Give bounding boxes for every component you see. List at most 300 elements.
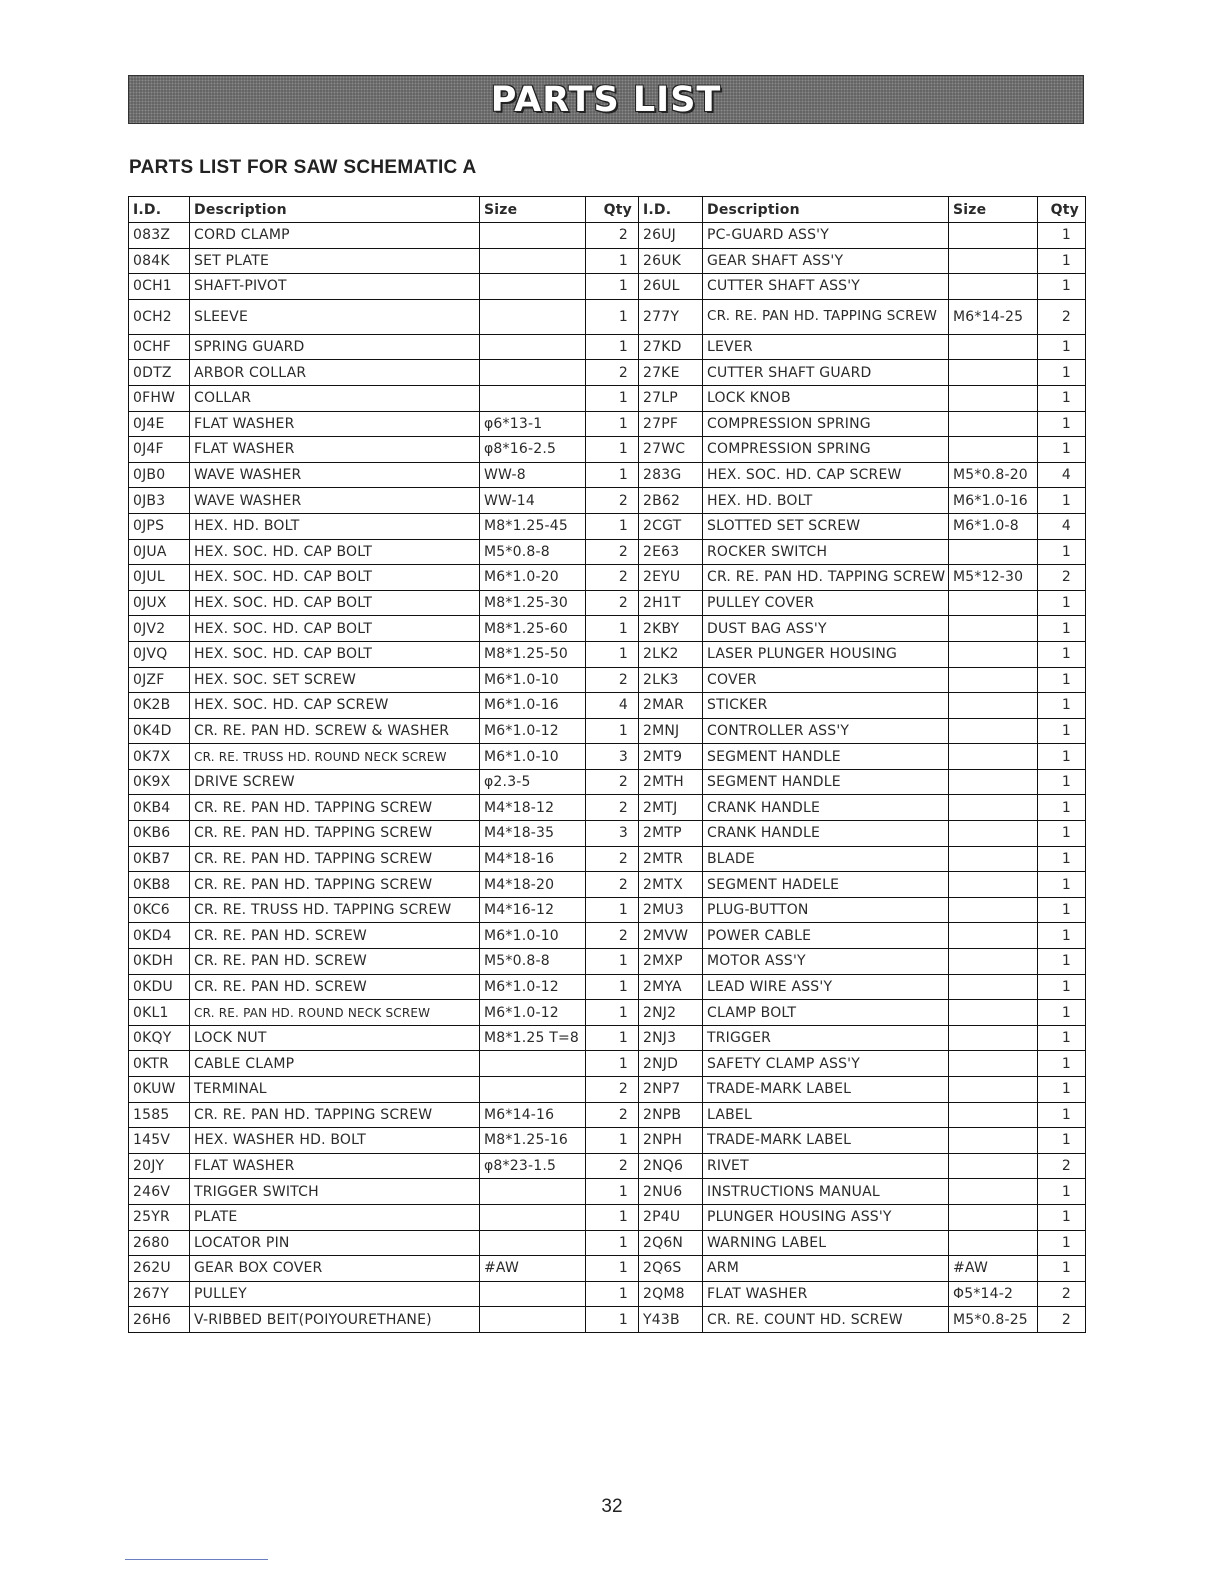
part-size bbox=[949, 1153, 1038, 1179]
part-qty: 1 bbox=[1038, 334, 1086, 360]
part-id: 0KB7 bbox=[129, 846, 190, 872]
part-qty: 1 bbox=[586, 1000, 639, 1026]
part-qty: 1 bbox=[1038, 821, 1086, 847]
table-row bbox=[129, 974, 1086, 1000]
part-size bbox=[480, 248, 586, 274]
part-qty: 1 bbox=[586, 513, 639, 539]
part-size bbox=[480, 334, 586, 360]
part-id: 2MTH bbox=[639, 769, 703, 795]
part-size bbox=[949, 667, 1038, 693]
part-id: 2Q6S bbox=[639, 1256, 703, 1282]
part-id: 267Y bbox=[129, 1281, 190, 1307]
part-qty: 4 bbox=[1038, 462, 1086, 488]
part-description: SLEEVE bbox=[190, 299, 480, 334]
part-id: 2MXP bbox=[639, 949, 703, 975]
section-heading: PARTS LIST FOR SAW SCHEMATIC A bbox=[129, 157, 477, 178]
part-description: LOCK KNOB bbox=[703, 385, 949, 411]
part-qty: 1 bbox=[1038, 1025, 1086, 1051]
part-description: LABEL bbox=[703, 1102, 949, 1128]
part-size: M6*1.0-20 bbox=[480, 565, 586, 591]
table-row bbox=[129, 718, 1086, 744]
part-id: 2NQ6 bbox=[639, 1153, 703, 1179]
parts-table-body bbox=[129, 223, 1086, 1333]
part-size: M5*0.8-8 bbox=[480, 949, 586, 975]
part-qty: 2 bbox=[586, 1102, 639, 1128]
part-qty: 1 bbox=[586, 274, 639, 300]
part-size: M5*12-30 bbox=[949, 565, 1038, 591]
part-id: 2Q6N bbox=[639, 1230, 703, 1256]
part-id: 26UJ bbox=[639, 223, 703, 249]
part-description: SHAFT-PIVOT bbox=[190, 274, 480, 300]
part-id: 0CH2 bbox=[129, 299, 190, 334]
part-description: TRADE-MARK LABEL bbox=[703, 1128, 949, 1154]
part-qty: 1 bbox=[1038, 872, 1086, 898]
part-qty: 1 bbox=[586, 1051, 639, 1077]
part-qty: 2 bbox=[586, 923, 639, 949]
part-size bbox=[949, 616, 1038, 642]
part-description: WAVE WASHER bbox=[190, 462, 480, 488]
part-id: 2MU3 bbox=[639, 897, 703, 923]
table-row bbox=[129, 488, 1086, 514]
part-description: LOCATOR PIN bbox=[190, 1230, 480, 1256]
part-id: 2NP7 bbox=[639, 1077, 703, 1103]
part-size: M6*1.0-10 bbox=[480, 667, 586, 693]
part-qty: 1 bbox=[586, 1281, 639, 1307]
part-size: M5*0.8-25 bbox=[949, 1307, 1038, 1333]
part-size bbox=[949, 897, 1038, 923]
table-row bbox=[129, 769, 1086, 795]
part-description: CR. RE. PAN HD. TAPPING SCREW bbox=[190, 846, 480, 872]
table-row bbox=[129, 1179, 1086, 1205]
part-description: CRANK HANDLE bbox=[703, 821, 949, 847]
part-id: 145V bbox=[129, 1128, 190, 1154]
part-qty: 2 bbox=[1038, 1153, 1086, 1179]
part-qty: 1 bbox=[586, 1204, 639, 1230]
part-qty: 2 bbox=[586, 488, 639, 514]
part-qty: 1 bbox=[1038, 1128, 1086, 1154]
part-qty: 1 bbox=[586, 1025, 639, 1051]
part-id: 2MAR bbox=[639, 693, 703, 719]
table-row bbox=[129, 274, 1086, 300]
part-id: 0CH1 bbox=[129, 274, 190, 300]
part-description: PC-GUARD ASS'Y bbox=[703, 223, 949, 249]
part-id: 1585 bbox=[129, 1102, 190, 1128]
part-size bbox=[949, 769, 1038, 795]
part-description: ARM bbox=[703, 1256, 949, 1282]
part-size bbox=[949, 872, 1038, 898]
part-size bbox=[480, 1179, 586, 1205]
part-qty: 1 bbox=[586, 897, 639, 923]
part-size: M8*1.25-16 bbox=[480, 1128, 586, 1154]
part-id: 277Y bbox=[639, 299, 703, 334]
table-row bbox=[129, 223, 1086, 249]
table-row bbox=[129, 299, 1086, 334]
part-size: φ2.3-5 bbox=[480, 769, 586, 795]
table-row bbox=[129, 1025, 1086, 1051]
part-qty: 1 bbox=[1038, 1102, 1086, 1128]
part-size: M6*1.0-16 bbox=[480, 693, 586, 719]
part-size bbox=[480, 299, 586, 334]
part-description: CR. RE. PAN HD. SCREW bbox=[190, 923, 480, 949]
part-description: LEVER bbox=[703, 334, 949, 360]
part-size: M4*18-12 bbox=[480, 795, 586, 821]
part-qty: 1 bbox=[1038, 274, 1086, 300]
part-description: COMPRESSION SPRING bbox=[703, 437, 949, 463]
part-qty: 1 bbox=[1038, 385, 1086, 411]
part-description: CR. RE. PAN HD. ROUND NECK SCREW bbox=[190, 1000, 480, 1026]
part-qty: 1 bbox=[586, 248, 639, 274]
part-description: CR. RE. PAN HD. SCREW bbox=[190, 974, 480, 1000]
part-qty: 1 bbox=[586, 1256, 639, 1282]
part-size: Φ5*14-2 bbox=[949, 1281, 1038, 1307]
part-description: HEX. SOC. SET SCREW bbox=[190, 667, 480, 693]
part-id: 2NU6 bbox=[639, 1179, 703, 1205]
part-description: HEX. SOC. HD. CAP SCREW bbox=[703, 462, 949, 488]
part-qty: 2 bbox=[1038, 1281, 1086, 1307]
part-id: 0JPS bbox=[129, 513, 190, 539]
part-size: φ8*16-2.5 bbox=[480, 437, 586, 463]
part-qty: 1 bbox=[1038, 223, 1086, 249]
part-size: M8*1.25-60 bbox=[480, 616, 586, 642]
part-size bbox=[949, 846, 1038, 872]
part-id: 0KB4 bbox=[129, 795, 190, 821]
part-size: M6*1.0-10 bbox=[480, 923, 586, 949]
part-size: M6*14-25 bbox=[949, 299, 1038, 334]
table-row bbox=[129, 1230, 1086, 1256]
part-qty: 1 bbox=[586, 641, 639, 667]
part-id: 26H6 bbox=[129, 1307, 190, 1333]
table-row bbox=[129, 437, 1086, 463]
part-description: LOCK NUT bbox=[190, 1025, 480, 1051]
part-id: 0JB0 bbox=[129, 462, 190, 488]
parts-table bbox=[128, 196, 1086, 1333]
part-size: M6*1.0-16 bbox=[949, 488, 1038, 514]
part-qty: 2 bbox=[1038, 299, 1086, 334]
table-row bbox=[129, 1000, 1086, 1026]
part-qty: 1 bbox=[1038, 1256, 1086, 1282]
part-size bbox=[480, 1281, 586, 1307]
part-id: 2MTP bbox=[639, 821, 703, 847]
part-id: 283G bbox=[639, 462, 703, 488]
part-size bbox=[949, 744, 1038, 770]
part-qty: 1 bbox=[1038, 693, 1086, 719]
part-size: M6*1.0-12 bbox=[480, 974, 586, 1000]
part-qty: 1 bbox=[1038, 488, 1086, 514]
table-row bbox=[129, 360, 1086, 386]
part-id: 0KB6 bbox=[129, 821, 190, 847]
part-size: M5*0.8-8 bbox=[480, 539, 586, 565]
part-description: CR. RE. PAN HD. TAPPING SCREW bbox=[190, 795, 480, 821]
table-row bbox=[129, 590, 1086, 616]
part-description: BLADE bbox=[703, 846, 949, 872]
part-description: DUST BAG ASS'Y bbox=[703, 616, 949, 642]
part-id: 0KC6 bbox=[129, 897, 190, 923]
part-qty: 1 bbox=[1038, 1077, 1086, 1103]
part-size: φ8*23-1.5 bbox=[480, 1153, 586, 1179]
part-size bbox=[480, 1077, 586, 1103]
table-row bbox=[129, 513, 1086, 539]
part-size bbox=[949, 1102, 1038, 1128]
part-id: 20JY bbox=[129, 1153, 190, 1179]
part-id: 0JV2 bbox=[129, 616, 190, 642]
part-description: ARBOR COLLAR bbox=[190, 360, 480, 386]
part-qty: 1 bbox=[1038, 1000, 1086, 1026]
part-id: 083Z bbox=[129, 223, 190, 249]
part-id: 2H1T bbox=[639, 590, 703, 616]
part-qty: 1 bbox=[586, 616, 639, 642]
part-description: HEX. HD. BOLT bbox=[703, 488, 949, 514]
part-size bbox=[949, 1230, 1038, 1256]
part-description: FLAT WASHER bbox=[190, 437, 480, 463]
part-qty: 1 bbox=[1038, 718, 1086, 744]
part-id: 2B62 bbox=[639, 488, 703, 514]
part-id: 0K7X bbox=[129, 744, 190, 770]
part-size bbox=[949, 974, 1038, 1000]
table-row bbox=[129, 385, 1086, 411]
part-description: HEX. HD. BOLT bbox=[190, 513, 480, 539]
part-size bbox=[949, 693, 1038, 719]
header-qty: Qty bbox=[586, 197, 639, 223]
table-row bbox=[129, 872, 1086, 898]
part-size: M6*1.0-10 bbox=[480, 744, 586, 770]
table-row bbox=[129, 744, 1086, 770]
part-size bbox=[949, 360, 1038, 386]
part-qty: 1 bbox=[1038, 1179, 1086, 1205]
part-id: 2NJ2 bbox=[639, 1000, 703, 1026]
part-qty: 1 bbox=[1038, 616, 1086, 642]
part-qty: 1 bbox=[586, 334, 639, 360]
part-description: CR. RE. PAN HD. TAPPING SCREW bbox=[190, 872, 480, 898]
part-description: CONTROLLER ASS'Y bbox=[703, 718, 949, 744]
part-qty: 1 bbox=[1038, 846, 1086, 872]
table-row bbox=[129, 693, 1086, 719]
table-row bbox=[129, 1281, 1086, 1307]
part-qty: 1 bbox=[586, 718, 639, 744]
part-id: 0FHW bbox=[129, 385, 190, 411]
part-id: 2CGT bbox=[639, 513, 703, 539]
part-size: M4*18-35 bbox=[480, 821, 586, 847]
part-description: FLAT WASHER bbox=[703, 1281, 949, 1307]
part-size: M8*1.25-30 bbox=[480, 590, 586, 616]
part-id: 0KD4 bbox=[129, 923, 190, 949]
table-row bbox=[129, 949, 1086, 975]
table-row bbox=[129, 411, 1086, 437]
part-id: 0J4E bbox=[129, 411, 190, 437]
part-description: TERMINAL bbox=[190, 1077, 480, 1103]
part-size bbox=[480, 1307, 586, 1333]
part-id: 2MYA bbox=[639, 974, 703, 1000]
part-id: 0KL1 bbox=[129, 1000, 190, 1026]
part-id: 2P4U bbox=[639, 1204, 703, 1230]
part-size bbox=[949, 949, 1038, 975]
part-size bbox=[949, 795, 1038, 821]
part-description: CABLE CLAMP bbox=[190, 1051, 480, 1077]
part-size: M6*14-16 bbox=[480, 1102, 586, 1128]
part-id: 0K2B bbox=[129, 693, 190, 719]
part-qty: 3 bbox=[586, 744, 639, 770]
title-banner bbox=[128, 75, 1084, 124]
part-description: PULLEY bbox=[190, 1281, 480, 1307]
part-qty: 2 bbox=[586, 539, 639, 565]
page-number: 32 bbox=[601, 1496, 623, 1517]
part-qty: 2 bbox=[586, 846, 639, 872]
part-description: CUTTER SHAFT ASS'Y bbox=[703, 274, 949, 300]
part-size bbox=[949, 1128, 1038, 1154]
part-qty: 1 bbox=[586, 1179, 639, 1205]
part-id: 2E63 bbox=[639, 539, 703, 565]
table-row bbox=[129, 1077, 1086, 1103]
part-description: CR. RE. COUNT HD. SCREW bbox=[703, 1307, 949, 1333]
part-description: V-RIBBED BEIT(POIYOURETHANE) bbox=[190, 1307, 480, 1333]
part-description: GEAR SHAFT ASS'Y bbox=[703, 248, 949, 274]
part-size: #AW bbox=[480, 1256, 586, 1282]
part-qty: 1 bbox=[586, 385, 639, 411]
part-qty: 1 bbox=[586, 462, 639, 488]
part-size bbox=[949, 821, 1038, 847]
part-qty: 1 bbox=[1038, 923, 1086, 949]
part-size: M6*1.0-12 bbox=[480, 1000, 586, 1026]
part-qty: 4 bbox=[1038, 513, 1086, 539]
part-size bbox=[949, 1077, 1038, 1103]
part-size: M4*18-16 bbox=[480, 846, 586, 872]
part-size bbox=[949, 539, 1038, 565]
part-id: 0KTR bbox=[129, 1051, 190, 1077]
part-qty: 1 bbox=[1038, 667, 1086, 693]
part-description: CLAMP BOLT bbox=[703, 1000, 949, 1026]
part-size: M8*1.25-45 bbox=[480, 513, 586, 539]
part-qty: 1 bbox=[586, 437, 639, 463]
part-qty: 1 bbox=[586, 411, 639, 437]
part-size bbox=[949, 1179, 1038, 1205]
table-row bbox=[129, 1128, 1086, 1154]
part-qty: 2 bbox=[586, 769, 639, 795]
part-qty: 4 bbox=[586, 693, 639, 719]
part-size bbox=[949, 248, 1038, 274]
part-id: Y43B bbox=[639, 1307, 703, 1333]
part-description: HEX. SOC. HD. CAP BOLT bbox=[190, 565, 480, 591]
part-description: COVER bbox=[703, 667, 949, 693]
part-size bbox=[949, 223, 1038, 249]
part-id: 2680 bbox=[129, 1230, 190, 1256]
table-row bbox=[129, 1256, 1086, 1282]
table-row bbox=[129, 897, 1086, 923]
header-description: Description bbox=[190, 197, 480, 223]
table-row bbox=[129, 1102, 1086, 1128]
part-qty: 1 bbox=[586, 1128, 639, 1154]
part-description: WARNING LABEL bbox=[703, 1230, 949, 1256]
part-size bbox=[949, 1204, 1038, 1230]
part-size bbox=[949, 923, 1038, 949]
part-size bbox=[480, 223, 586, 249]
part-id: 26UK bbox=[639, 248, 703, 274]
part-description: CR. RE. PAN HD. SCREW bbox=[190, 949, 480, 975]
part-description: INSTRUCTIONS MANUAL bbox=[703, 1179, 949, 1205]
part-qty: 1 bbox=[586, 1307, 639, 1333]
part-id: 2LK3 bbox=[639, 667, 703, 693]
table-row bbox=[129, 565, 1086, 591]
part-id: 0J4F bbox=[129, 437, 190, 463]
part-description: TRIGGER SWITCH bbox=[190, 1179, 480, 1205]
part-size bbox=[949, 385, 1038, 411]
part-id: 0JUA bbox=[129, 539, 190, 565]
part-description: POWER CABLE bbox=[703, 923, 949, 949]
part-qty: 1 bbox=[586, 1230, 639, 1256]
table-row bbox=[129, 846, 1086, 872]
part-qty: 1 bbox=[1038, 795, 1086, 821]
part-qty: 1 bbox=[1038, 437, 1086, 463]
part-qty: 2 bbox=[586, 1077, 639, 1103]
part-id: 084K bbox=[129, 248, 190, 274]
part-id: 2LK2 bbox=[639, 641, 703, 667]
part-description: SEGMENT HANDLE bbox=[703, 744, 949, 770]
part-size: WW-8 bbox=[480, 462, 586, 488]
part-qty: 1 bbox=[1038, 248, 1086, 274]
part-id: 0K9X bbox=[129, 769, 190, 795]
part-qty: 1 bbox=[1038, 360, 1086, 386]
part-id: 0JB3 bbox=[129, 488, 190, 514]
table-row bbox=[129, 923, 1086, 949]
part-size bbox=[949, 411, 1038, 437]
part-id: 27KE bbox=[639, 360, 703, 386]
part-description: SET PLATE bbox=[190, 248, 480, 274]
part-size: M8*1.25-50 bbox=[480, 641, 586, 667]
part-description: CR. RE. PAN HD. TAPPING SCREW bbox=[190, 1102, 480, 1128]
part-id: 0KDU bbox=[129, 974, 190, 1000]
part-id: 2NPH bbox=[639, 1128, 703, 1154]
part-qty: 2 bbox=[586, 872, 639, 898]
part-id: 2MTJ bbox=[639, 795, 703, 821]
part-size bbox=[949, 334, 1038, 360]
part-size bbox=[480, 1204, 586, 1230]
table-header-row bbox=[129, 197, 1086, 223]
part-size bbox=[480, 1051, 586, 1077]
part-id: 26UL bbox=[639, 274, 703, 300]
part-id: 0JZF bbox=[129, 667, 190, 693]
table-row bbox=[129, 641, 1086, 667]
part-description: STICKER bbox=[703, 693, 949, 719]
part-size bbox=[949, 1025, 1038, 1051]
part-id: 2MT9 bbox=[639, 744, 703, 770]
part-description: PLATE bbox=[190, 1204, 480, 1230]
part-description: CR. RE. PAN HD. TAPPING SCREW bbox=[703, 565, 949, 591]
table-row bbox=[129, 539, 1086, 565]
part-id: 2KBY bbox=[639, 616, 703, 642]
part-qty: 2 bbox=[586, 1153, 639, 1179]
part-qty: 1 bbox=[1038, 744, 1086, 770]
part-description: CR. RE. PAN HD. SCREW & WASHER bbox=[190, 718, 480, 744]
part-description: FLAT WASHER bbox=[190, 411, 480, 437]
part-size bbox=[480, 274, 586, 300]
part-id: 246V bbox=[129, 1179, 190, 1205]
banner-title: PARTS LIST bbox=[490, 80, 722, 120]
part-id: 27LP bbox=[639, 385, 703, 411]
part-qty: 1 bbox=[1038, 769, 1086, 795]
table-row bbox=[129, 1307, 1086, 1333]
part-id: 0KB8 bbox=[129, 872, 190, 898]
part-description: GEAR BOX COVER bbox=[190, 1256, 480, 1282]
part-description: CR. RE. TRUSS HD. TAPPING SCREW bbox=[190, 897, 480, 923]
part-size: M8*1.25 T=8 bbox=[480, 1025, 586, 1051]
part-size: M4*16-12 bbox=[480, 897, 586, 923]
part-description: SLOTTED SET SCREW bbox=[703, 513, 949, 539]
part-id: 0CHF bbox=[129, 334, 190, 360]
part-size: #AW bbox=[949, 1256, 1038, 1282]
table-row bbox=[129, 1204, 1086, 1230]
part-description: TRADE-MARK LABEL bbox=[703, 1077, 949, 1103]
part-size: M5*0.8-20 bbox=[949, 462, 1038, 488]
part-description: MOTOR ASS'Y bbox=[703, 949, 949, 975]
part-size: M4*18-20 bbox=[480, 872, 586, 898]
